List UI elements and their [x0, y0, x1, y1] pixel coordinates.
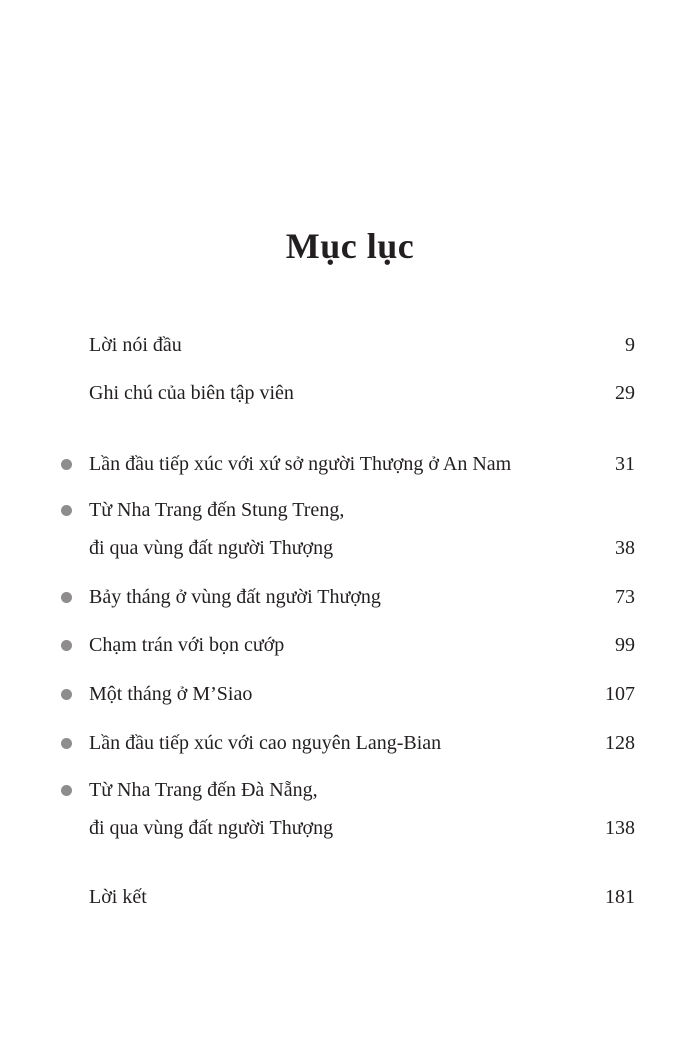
toc-entry-page: 181 [605, 886, 635, 908]
toc-entry-title [89, 632, 284, 670]
toc-entry-title [89, 380, 294, 418]
bullet-icon [61, 505, 72, 516]
bullet-icon [61, 459, 72, 470]
toc-entry-page: 31 [615, 453, 635, 475]
toc-entry-line: Lời nói đầu [89, 334, 182, 356]
bullet-icon [61, 592, 72, 603]
bullet-icon [61, 640, 72, 651]
toc-entry-line: Ghi chú của biên tập viên [89, 382, 294, 404]
toc-entry-title [89, 884, 147, 922]
toc-entry-line: Lần đầu tiếp xúc với xứ sở người Thượng ở An Nam [89, 453, 512, 475]
toc-entry-page: 73 [615, 586, 635, 608]
bullet-icon [61, 689, 72, 700]
bullet-icon [61, 738, 72, 749]
toc-entry-page: 99 [615, 634, 635, 656]
toc-entry-line: Bảy tháng ở vùng đất người Thượng [89, 586, 381, 608]
toc-entry-title [89, 497, 344, 573]
toc-entry-line: Chạm trán với bọn cướp [89, 634, 285, 656]
toc-entry-line: đi qua vùng đất người Thượng [89, 537, 334, 559]
toc-entry-title [89, 730, 441, 768]
toc-entry-page: 128 [605, 732, 635, 754]
toc-entry-page: 107 [605, 683, 635, 705]
toc-entry-line: Một tháng ở M’Siao [89, 683, 253, 705]
toc-entry-line: đi qua vùng đất người Thượng [89, 817, 334, 839]
toc-entry-title [89, 777, 333, 853]
toc-entry-title [89, 681, 252, 719]
toc-entry-page: 38 [615, 537, 635, 559]
toc-entry-line: Lần đầu tiếp xúc với cao nguyên Lang-Bian [89, 732, 442, 754]
toc-entry-title [89, 451, 511, 489]
toc-entry-page: 9 [625, 334, 635, 356]
toc-entry-line: Lời kết [89, 886, 147, 908]
toc-entry-line: Từ Nha Trang đến Stung Treng, [89, 499, 345, 521]
toc-entry-page: 29 [615, 382, 635, 404]
toc-title: Mục lục [285, 226, 415, 267]
toc-entry-line: Từ Nha Trang đến Đà Nẵng, [89, 779, 318, 801]
toc-entry-title [89, 584, 381, 622]
toc-entry-page: 138 [605, 817, 635, 839]
bullet-icon [61, 785, 72, 796]
toc-entry-title [89, 332, 182, 370]
